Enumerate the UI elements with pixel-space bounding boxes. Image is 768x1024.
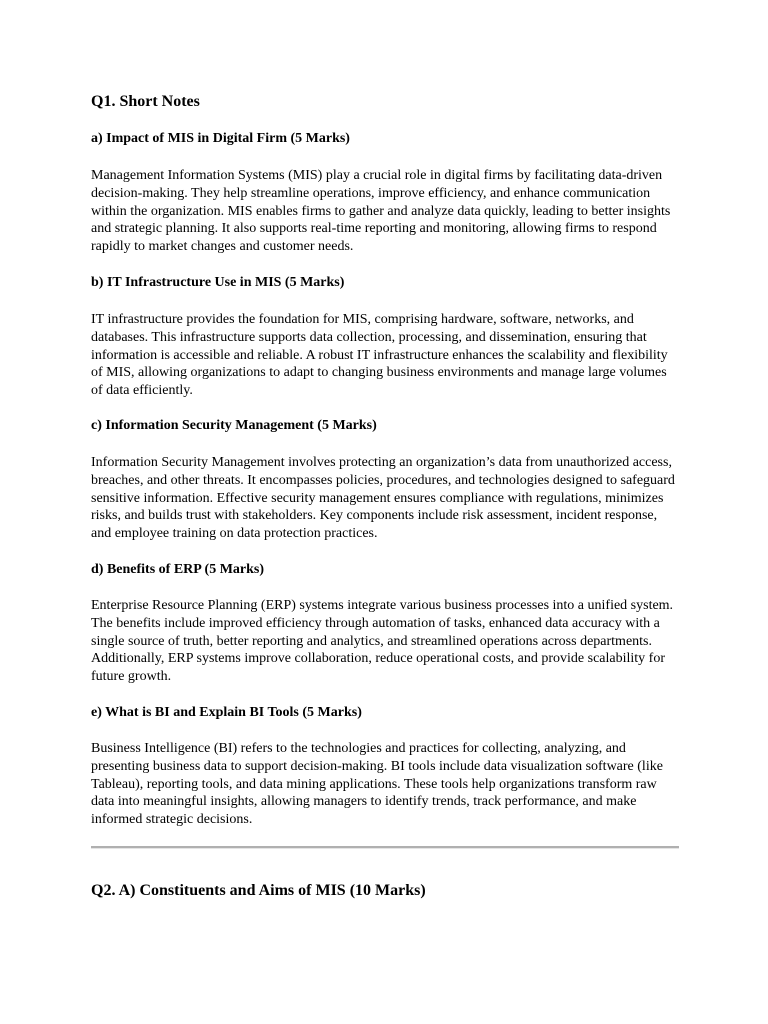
section-heading-c: c) Information Security Management (5 Marks)	[91, 418, 377, 433]
section-body-d: Enterprise Resource Planning (ERP) systems integrate various business processes into a unified system. The benefits include improved efficiency through automation of tasks, enhanced data accuracy with a single source of truth, better reporting and analytics, and streamlined operations across departments. Additionally, ERP systems improve collaboration, reduce operational costs, and provide scalability for future growth.	[91, 598, 674, 685]
section-body-a: Management Information Systems (MIS) play a crucial role in digital firms by facilitating data-driven decision-making. They help streamline operations, improve efficiency, and enhance communication within the organization. MIS enables firms to gather and analyze data quickly, leading to better insights and strategic planning. It also supports real-time reporting and monitoring, allowing firms to respond rapidly to market changes and customer needs.	[91, 168, 671, 255]
section-body-e: Business Intelligence (BI) refers to the technologies and practices for collecting, analyzing, and presenting business data to support decision-making. BI tools include data visualization software (like Tableau), reporting tools, and data mining applications. These tools help organizations transform raw data into meaningful insights, allowing managers to identify trends, track performance, and make informed strategic decisions.	[91, 741, 663, 828]
section-heading-e: e) What is BI and Explain BI Tools (5 Marks)	[91, 705, 362, 720]
q1-title: Q1. Short Notes	[91, 93, 200, 110]
section-body-b: IT infrastructure provides the foundation for MIS, comprising hardware, software, networks, and databases. This infrastructure supports data collection, processing, and dissemination, ensuring that information is accessible and reliable. A robust IT infrastructure enhances the scalability and flexibility of MIS, allowing organizations to adapt to changing business environments and manage large volumes of data efficiently.	[91, 312, 668, 399]
section-body-c: Information Security Management involves protecting an organization’s data from unauthorized access, breaches, and other threats. It encompasses policies, procedures, and technologies designed to safeguard sensitive information. Effective security management ensures compliance with regulations, minimizes risks, and builds trust with stakeholders. Key components include risk assessment, incident response, and employee training on data protection practices.	[91, 455, 675, 542]
section-heading-a: a) Impact of MIS in Digital Firm (5 Marks)	[91, 131, 350, 146]
section-heading-b: b) IT Infrastructure Use in MIS (5 Marks)	[91, 275, 345, 290]
q2-title: Q2. A) Constituents and Aims of MIS (10 Marks)	[91, 882, 426, 899]
section-heading-d: d) Benefits of ERP (5 Marks)	[91, 562, 265, 577]
horizontal-divider	[91, 846, 679, 849]
